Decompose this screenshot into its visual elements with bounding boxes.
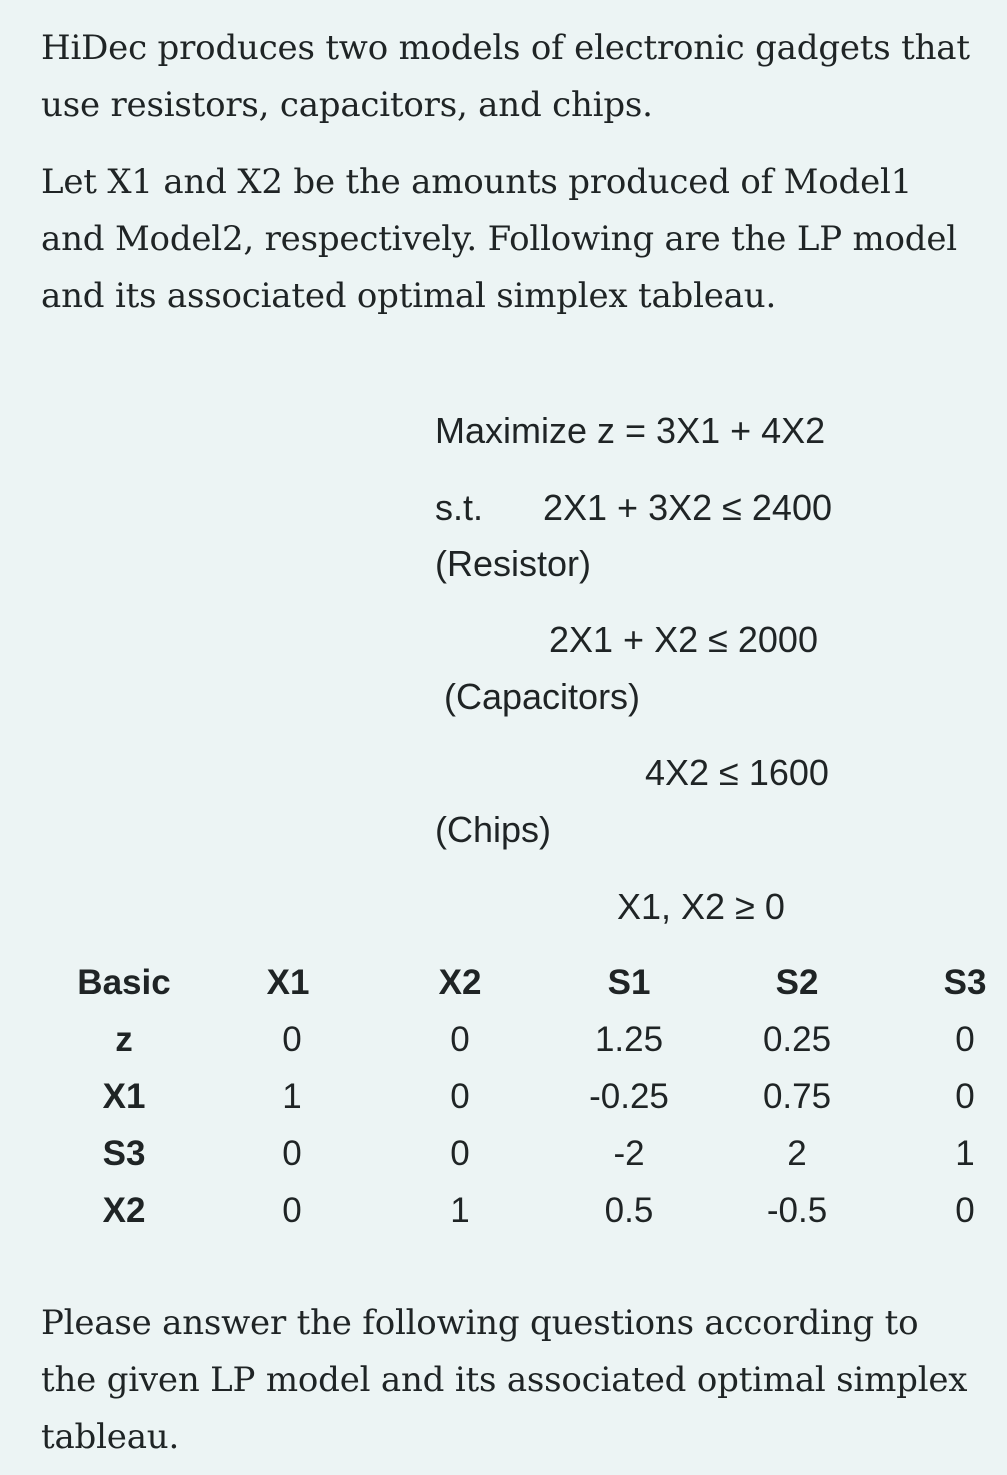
table-cell: 1.25 xyxy=(594,1020,664,1059)
objective-function: Maximize z = 3X1 + 4X2 xyxy=(435,410,826,451)
table-cell: 0 xyxy=(282,1020,302,1059)
table-header-x2: X2 xyxy=(438,963,482,1002)
table-cell: -2 xyxy=(613,1134,645,1173)
table-cell: 1 xyxy=(282,1077,302,1116)
intro-paragraph-2: Let X1 and X2 be the amounts produced of Model1 and Model2, respectively. Following are the LP model and its associated optimal simplex tableau. xyxy=(41,162,957,316)
subject-to-label: s.t. xyxy=(435,487,484,528)
table-cell: 0 xyxy=(282,1191,302,1230)
table-cell: 0.5 xyxy=(604,1191,654,1230)
constraint-chips-label: (Chips) xyxy=(435,809,552,850)
constraint-capacitors-label: (Capacitors) xyxy=(444,676,641,717)
table-cell: -0.25 xyxy=(589,1077,669,1116)
table-cell: 0 xyxy=(955,1191,975,1230)
constraint-capacitors-expression: 2X1 + X2 ≤ 2000 xyxy=(549,619,818,660)
table-cell: 1 xyxy=(955,1134,975,1173)
table-cell: 0 xyxy=(955,1020,975,1059)
table-cell: -0.5 xyxy=(766,1191,828,1230)
table-header-basic: Basic xyxy=(77,963,171,1002)
row-label-z: z xyxy=(115,1020,133,1059)
table-header-s3: S3 xyxy=(943,963,987,1002)
table-cell: 0 xyxy=(450,1020,470,1059)
table-header-s1: S1 xyxy=(607,963,651,1002)
table-cell: 1 xyxy=(450,1191,470,1230)
constraint-resistor-label: (Resistor) xyxy=(435,543,592,584)
row-label-x1: X1 xyxy=(102,1077,146,1116)
table-cell: 0 xyxy=(282,1134,302,1173)
nonnegativity-constraint: X1, X2 ≥ 0 xyxy=(617,886,785,927)
constraint-chips-expression: 4X2 ≤ 1600 xyxy=(645,752,829,793)
row-label-s3: S3 xyxy=(102,1134,146,1173)
outro-paragraph: Please answer the following questions according to the given LP model and its associated optimal simplex tableau. xyxy=(41,1303,968,1457)
row-label-x2: X2 xyxy=(102,1191,146,1230)
table-header-x1: X1 xyxy=(266,963,310,1002)
table-header-s2: S2 xyxy=(775,963,819,1002)
table-cell: 0 xyxy=(450,1077,470,1116)
table-cell: 0 xyxy=(450,1134,470,1173)
table-cell: 0.25 xyxy=(762,1020,832,1059)
intro-paragraph-1: HiDec produces two models of electronic gadgets that use resistors, capacitors, and chips. xyxy=(41,28,970,125)
table-cell: 2 xyxy=(787,1134,807,1173)
table-cell: 0 xyxy=(955,1077,975,1116)
table-cell: 0.75 xyxy=(762,1077,832,1116)
constraint-resistor-expression: 2X1 + 3X2 ≤ 2400 xyxy=(543,487,832,528)
